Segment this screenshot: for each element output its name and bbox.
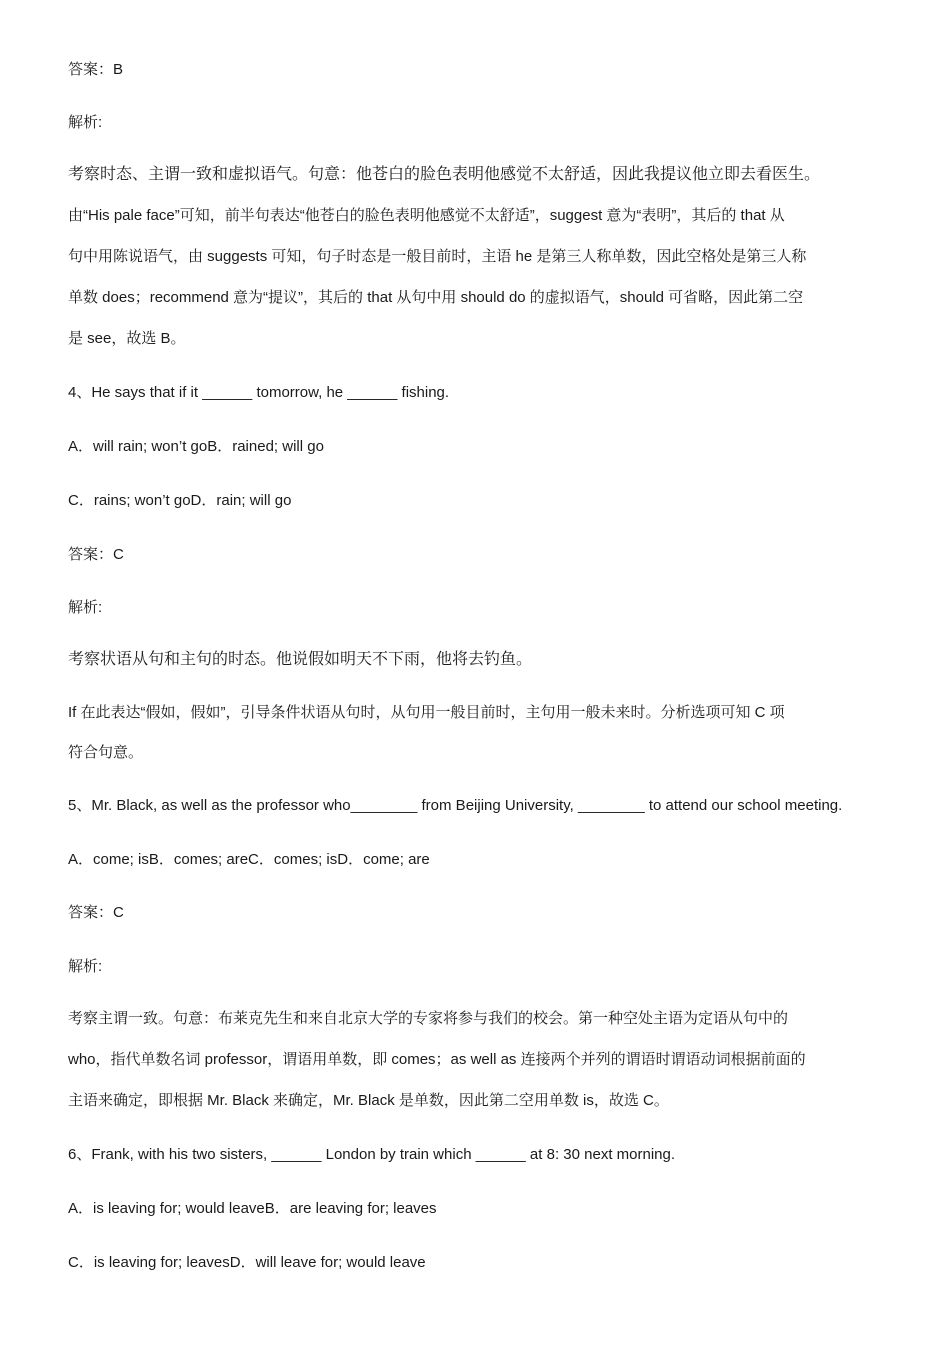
q6-options: A．is leaving for; would leaveB．are leaving for; leaves (68, 1200, 437, 1217)
q3-analysis-label: 解析: (68, 114, 103, 131)
q6-options: C．is leaving for; leavesD．will leave for; would leave (68, 1254, 426, 1271)
q4-options: C．rains; won’t goD．rain; will go (68, 492, 292, 509)
q3-analysis-text: 是 see，故选 B。 (68, 330, 186, 347)
q3-answer-line: 答案：B (68, 61, 124, 78)
q4-analysis-label: 解析: (68, 599, 103, 616)
q4-analysis-text: If 在此表达“假如，假如”，引导条件状语从句时，从句用一般目前时，主句用一般未来时。分析选项可知 C 项 (68, 704, 785, 721)
q3-analysis-text: 由“His pale face”可知，前半句表达“他苍白的脸色表明他感觉不太舒适”，suggest 意为“表明”，其后的 that 从 (68, 207, 785, 224)
q3-analysis-text: 单数 does；recommend 意为“提议”，其后的 that 从句中用 should do 的虚拟语气，should 可省略，因此第二空 (68, 289, 804, 306)
q3-analysis-text: 句中用陈说语气，由 suggests 可知，句子时态是一般目前时，主语 he 是第三人称单数，因此空格处是第三人称 (68, 248, 807, 265)
q4-analysis-text: 符合句意。 (68, 744, 144, 761)
q5-analysis-text: 主语来确定，即根据 Mr. Black 来确定，Mr. Black 是单数，因此第二空用单数 is，故选 C。 (68, 1092, 669, 1109)
q4-options: A．will rain; won’t goB．rained; will go (68, 438, 324, 455)
q6-question: 6、Frank, with his two sisters, ______ London by train which ______ at 8: 30 next morning. (68, 1146, 676, 1163)
q5-question: 5、Mr. Black, as well as the professor who________ from Beijing University, ________ to attend our school meeting. (68, 797, 843, 814)
q5-analysis-text: 考察主谓一致。句意：布莱克先生和来自北京大学的专家将参与我们的校会。第一种空处主语为定语从句中的 (68, 1010, 789, 1027)
q5-answer-line: 答案：C (68, 904, 124, 921)
q5-analysis-text: who，指代单数名词 professor，谓语用单数，即 comes；as well as 连接两个并列的谓语时谓语动词根据前面的 (68, 1051, 806, 1068)
q5-analysis-label: 解析: (68, 958, 103, 975)
q3-analysis-text: 考察时态、主谓一致和虚拟语气。句意：他苍白的脸色表明他感觉不太舒适，因此我提议他立即去看医生。 (68, 166, 821, 183)
q4-analysis-text: 考察状语从句和主句的时态。他说假如明天不下雨，他将去钓鱼。 (68, 651, 533, 668)
q4-question: 4、He says that if it ______ tomorrow, he ______ fishing. (68, 384, 450, 401)
q5-options: A．come; isB．comes; areC．comes; isD．come; are (68, 851, 430, 868)
q4-answer-line: 答案：C (68, 546, 124, 563)
